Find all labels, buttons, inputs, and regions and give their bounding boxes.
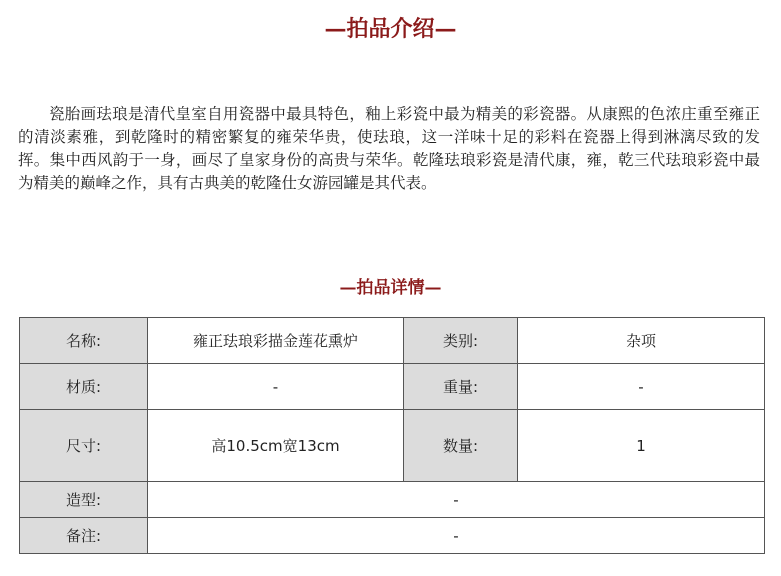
quantity-value: 1 bbox=[518, 410, 765, 482]
size-value: 高10.5cm宽13cm bbox=[148, 410, 404, 482]
details-table bbox=[19, 317, 765, 554]
shape-label: 造型: bbox=[20, 482, 148, 518]
details-row-shape bbox=[20, 482, 765, 518]
shape-value: - bbox=[148, 482, 765, 518]
note-value: - bbox=[148, 518, 765, 554]
intro-section-title: —拍品介绍— bbox=[324, 16, 457, 42]
category-value: 杂项 bbox=[518, 318, 765, 364]
name-value: 雍正珐琅彩描金莲花熏炉 bbox=[148, 318, 404, 364]
quantity-label: 数量: bbox=[404, 410, 518, 482]
note-label: 备注: bbox=[20, 518, 148, 554]
details-section-title: —拍品详情— bbox=[339, 278, 442, 298]
details-row-material bbox=[20, 364, 765, 410]
size-label: 尺寸: bbox=[20, 410, 148, 482]
intro-paragraph: 瓷胎画珐琅是清代皇室自用瓷器中最具特色，釉上彩瓷中最为精美的彩瓷器。从康熙的色浓庄重至雍正的清淡素雅，到乾隆时的精密繁复的雍荣华贵，使珐琅，这一洋味十足的彩料在瓷器上得到淋漓尽致的发挥。集中西风韵于一身，画尽了皇家身份的高贵与荣华。乾隆珐琅彩瓷是清代康，雍，乾三代珐琅彩瓷中最为精美的巅峰之作，具有古典美的乾隆仕女游园罐是其代表。 bbox=[18, 105, 760, 192]
category-label: 类别: bbox=[404, 318, 518, 364]
weight-label: 重量: bbox=[404, 364, 518, 410]
details-row-name bbox=[20, 318, 765, 364]
details-row-note bbox=[20, 518, 765, 554]
name-label: 名称: bbox=[20, 318, 148, 364]
weight-value: - bbox=[518, 364, 765, 410]
material-value: - bbox=[148, 364, 404, 410]
material-label: 材质: bbox=[20, 364, 148, 410]
details-row-size bbox=[20, 410, 765, 482]
